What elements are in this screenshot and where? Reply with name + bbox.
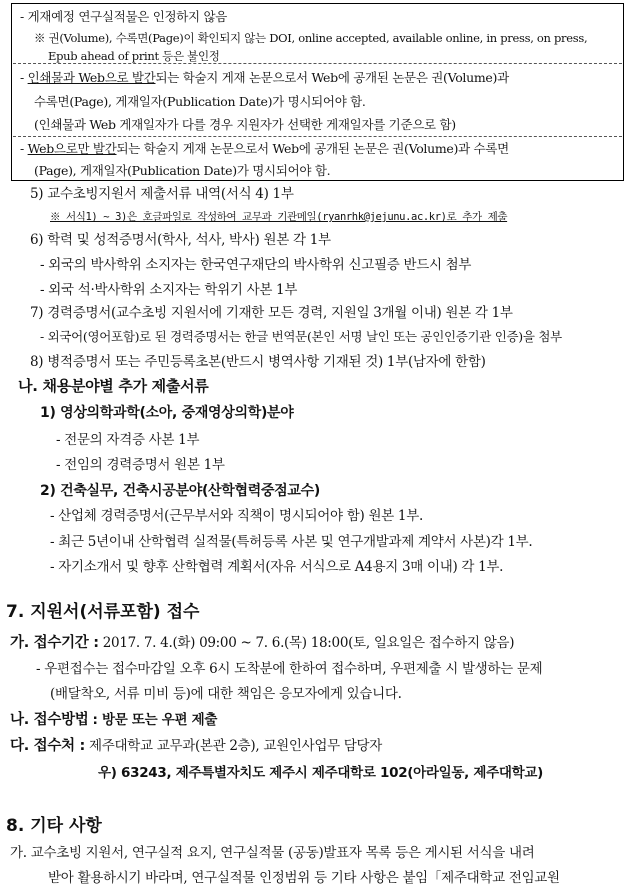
box-line-1: - 게재예정 연구실적물은 인정하지 않음: [20, 9, 228, 24]
list-item: - 자기소개서 및 향후 산학협력 계획서(자유 서식으로 A4용지 3매 이내) 각 1부.: [50, 559, 504, 575]
subsection-heading: 1) 영상의학과학(소아, 중재영상의학)분야: [40, 405, 294, 421]
item-8: 8) 병적증명서 또는 주민등록초본(반드시 병역사항 기재된 것) 1부(남자에 한함): [30, 354, 486, 370]
subsection-heading: 2) 건축실무, 건축시공분야(산학협력중점교수): [40, 483, 320, 499]
box-line-6: (인쇄물과 Web 게재일자가 다를 경우 지원자가 선택한 게재일자를 기준으로 함): [34, 117, 456, 132]
reception-period: 가. 접수기간 : 2017. 7. 4.(화) 09:00 ~ 7. 6.(목) 18:00(토, 일요일은 접수하지 않음): [10, 635, 515, 651]
section-heading: 나. 채용분야별 추가 제출서류: [18, 377, 209, 395]
section-7-title: 7. 지원서(서류포함) 접수: [6, 602, 200, 622]
item-7: 7) 경력증명서(교수초빙 지원서에 기재한 모든 경력, 지원일 3개월 이내) 원본 각 1부: [30, 305, 513, 321]
box-line-5: 수록면(Page), 게재일자(Publication Date)가 명시되어야 함.: [34, 94, 366, 109]
list-item: - 최근 5년이내 산학협력 실적물(특허등록 사본 및 연구개발과제 계약서 사본)각 1부.: [50, 534, 533, 550]
item-6-note-b: - 외국 석·박사학위 소지자는 학위기 사본 1부: [40, 282, 298, 298]
misc-line-1: 가. 교수초빙 지원서, 연구실적 요지, 연구실적물 (공동)발표자 목록 등은 게시된 서식을 내려: [10, 845, 535, 861]
item-5-note: ※ 서식1) ~ 3)은 호글파일로 작성하여 교무과 기관메일(ryanrhk@jejunu.ac.kr)로 추가 제출: [50, 211, 508, 223]
section-8-title: 8. 기타 사항: [6, 816, 102, 836]
box-line-8: (Page), 게재일자(Publication Date)가 명시되어야 함.: [34, 163, 331, 178]
box-line-4: - 인쇄물과 Web으로 발간되는 학술지 게재 논문으로서 Web에 공개된 논문은 권(Volume)과: [20, 70, 509, 85]
list-item: - 전문의 자격증 사본 1부: [56, 432, 200, 448]
list-item: - 산업체 경력증명서(근무부서와 직책이 명시되어야 함) 원본 1부.: [50, 508, 423, 524]
reception-address: 우) 63243, 제주특별자치도 제주시 제주대학로 102(아라일동, 제주대학교): [98, 765, 543, 781]
item-7-note: - 외국어(영어포함)로 된 경력증명서는 한글 번역문(본인 서명 날인 또는 공인인증기관 인증)을 첨부: [40, 329, 562, 344]
reception-method: 나. 접수방법 : 방문 또는 우편 제출: [10, 712, 218, 728]
item-6-note-a: - 외국의 박사학위 소지자는 한국연구재단의 박사학위 신고필증 반드시 첨부: [40, 257, 472, 273]
item-5: 5) 교수초빙지원서 제출서류 내역(서식 4) 1부: [30, 186, 294, 202]
box-line-7: - Web으로만 발간되는 학술지 게재 논문으로서 Web에 공개된 논문은 권(Volume)과 수록면: [20, 141, 509, 156]
box-divider: [13, 136, 622, 137]
reception-place: 다. 접수처 : 제주대학교 교무과(본관 2층), 교원인사업무 담당자: [10, 738, 383, 754]
list-item: - 전임의 경력증명서 원본 1부: [56, 457, 225, 473]
box-line-2: ※ 권(Volume), 수록면(Page)이 확인되지 않는 DOI, online accepted, available online, in press, on press,: [34, 31, 588, 45]
box-line-3: Epub ahead of print 등은 불인정: [48, 49, 220, 63]
item-6: 6) 학력 및 성적증명서(학사, 석사, 박사) 원본 각 1부: [30, 232, 331, 248]
reception-note-1: - 우편접수는 접수마감일 오후 6시 도착분에 한하여 접수하며, 우편제출 시 발생하는 문제: [36, 661, 543, 677]
misc-line-2: 받아 활용하시기 바라며, 연구실적물 인정범위 등 기타 사항은 붙임「제주대학교 전임교원: [48, 870, 560, 886]
reception-note-2: (배달착오, 서류 미비 등)에 대한 책임은 응모자에게 있습니다.: [50, 686, 402, 702]
